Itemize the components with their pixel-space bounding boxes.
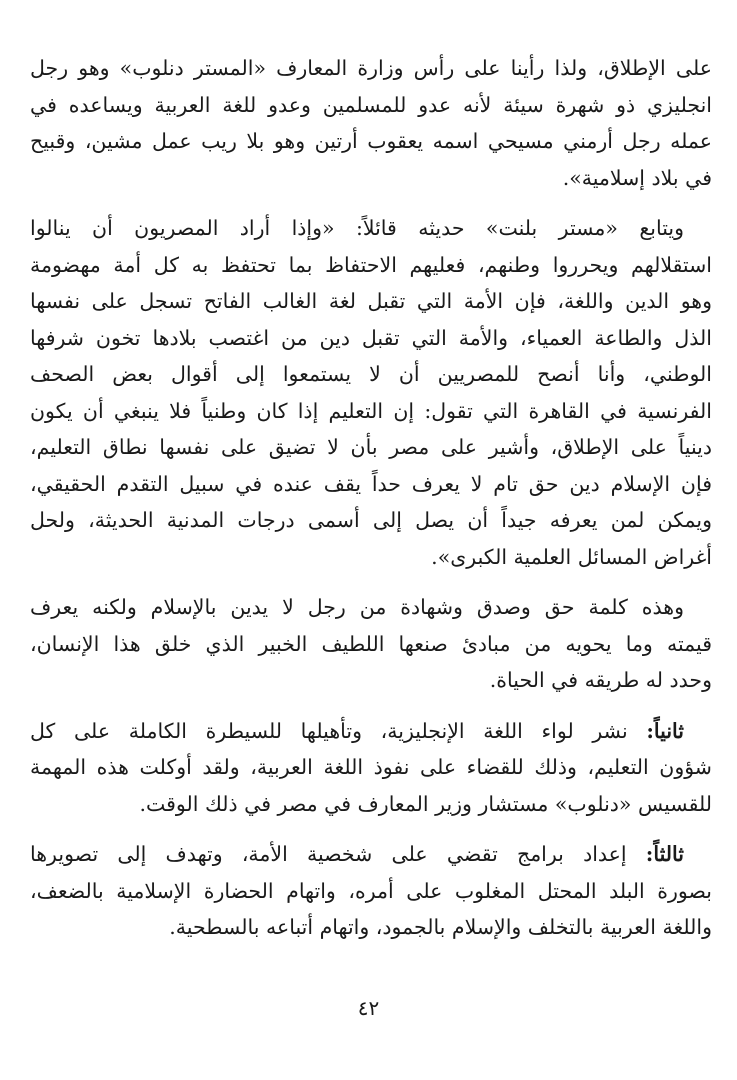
- text-line: واللغة العربية بالتخلف والإسلام بالجمود، واتهام أتباعه بالسطحية.: [169, 915, 712, 939]
- text-line: الذل والطاعة العمياء، والأمة التي تقبل دين من اغتصب بلادها تخون شرفها: [30, 325, 712, 350]
- page-number: ٤٢: [357, 996, 380, 1020]
- paragraph-4: [30, 713, 712, 823]
- paragraph-5: [30, 836, 712, 946]
- text-line: دينياً على الإطلاق، وأشير على مصر بأن لا تضيق على نفسها نطاق التعليم،: [30, 435, 712, 459]
- text-line: قيمته وما يحويه من مبادئ صنعها اللطيف الخبير الذي خلق هذا الإنسان،: [30, 631, 712, 656]
- text-line: في بلاد إسلامية».: [562, 165, 712, 190]
- item-lead: ثالثاً:: [645, 842, 684, 866]
- text-line: عمله رجل أرمني مسيحي اسمه يعقوب أرتين وهو بلا ريب عمل مشين، وقبيح: [30, 129, 712, 153]
- text-line: [30, 836, 712, 873]
- text-line: وحدد له طريقه في الحياة.: [489, 668, 712, 692]
- text-line: وهو الدين واللغة، فإن الأمة التي تقبل لغة الغالب الفاتح تسجل على نفسها: [30, 289, 712, 313]
- text-line: [30, 713, 712, 750]
- page-body: [30, 50, 712, 946]
- text-line: وهذه كلمة حق وصدق وشهادة من رجل لا يدين بالإسلام ولكنه يعرف: [30, 595, 684, 619]
- paragraph-3: [30, 589, 712, 699]
- text-line: استقلالهم ويحرروا وطنهم، فعليهم الاحتفاظ بما تحتفظ به كل أمة مهضومة: [30, 252, 712, 277]
- text-line: ويتابع «مستر بلنت» حديثه قائلاً: «وإذا أراد المصريون أن ينالوا: [30, 216, 684, 240]
- paragraph-1: [30, 50, 712, 196]
- text-line: بصورة البلد المحتل المغلوب على أمره، واتهام الحضارة الإسلامية بالضعف،: [30, 878, 712, 903]
- paragraph-2: [30, 210, 712, 575]
- text-line-rest: إعداد برامج تقضي على شخصية الأمة، وتهدف إلى تصويرها: [30, 842, 646, 866]
- text-line: الوطني، وأنا أنصح للمصريين أن لا يستمعوا إلى أقوال بعض الصحف: [30, 362, 712, 386]
- text-line: للقسيس «دنلوب» مستشار وزير المعارف في مصر في ذلك الوقت.: [139, 791, 712, 816]
- text-line: فإن الإسلام دين حق تام لا يعرف حداً يقف عنده في سبيل التقدم الحقيقي،: [30, 471, 712, 496]
- text-line: الفرنسية في القاهرة التي تقول: إن التعليم إذا كان وطنياً فلا ينبغي أن يكون: [30, 398, 712, 423]
- text-line: شؤون التعليم، وذلك للقضاء على نفوذ اللغة العربية، ولقد أوكلت هذه المهمة: [30, 755, 712, 779]
- text-line: أغراض المسائل العلمية الكبرى».: [431, 544, 712, 569]
- text-line: على الإطلاق، ولذا رأينا على رأس وزارة المعارف «المستر دنلوب» وهو رجل: [30, 56, 712, 80]
- text-line: انجليزي ذو شهرة سيئة لأنه عدو للمسلمين وعدو للغة العربية ويساعده في: [30, 92, 712, 117]
- item-lead: ثانياً:: [646, 718, 684, 743]
- text-line: ويمكن لمن يعرفه جيداً أن يصل إلى أسمى درجات المدنية الحديثة، ولحل: [30, 508, 712, 532]
- text-line-rest: نشر لواء اللغة الإنجليزية، وتأهيلها للسيطرة الكاملة على كل: [30, 718, 647, 743]
